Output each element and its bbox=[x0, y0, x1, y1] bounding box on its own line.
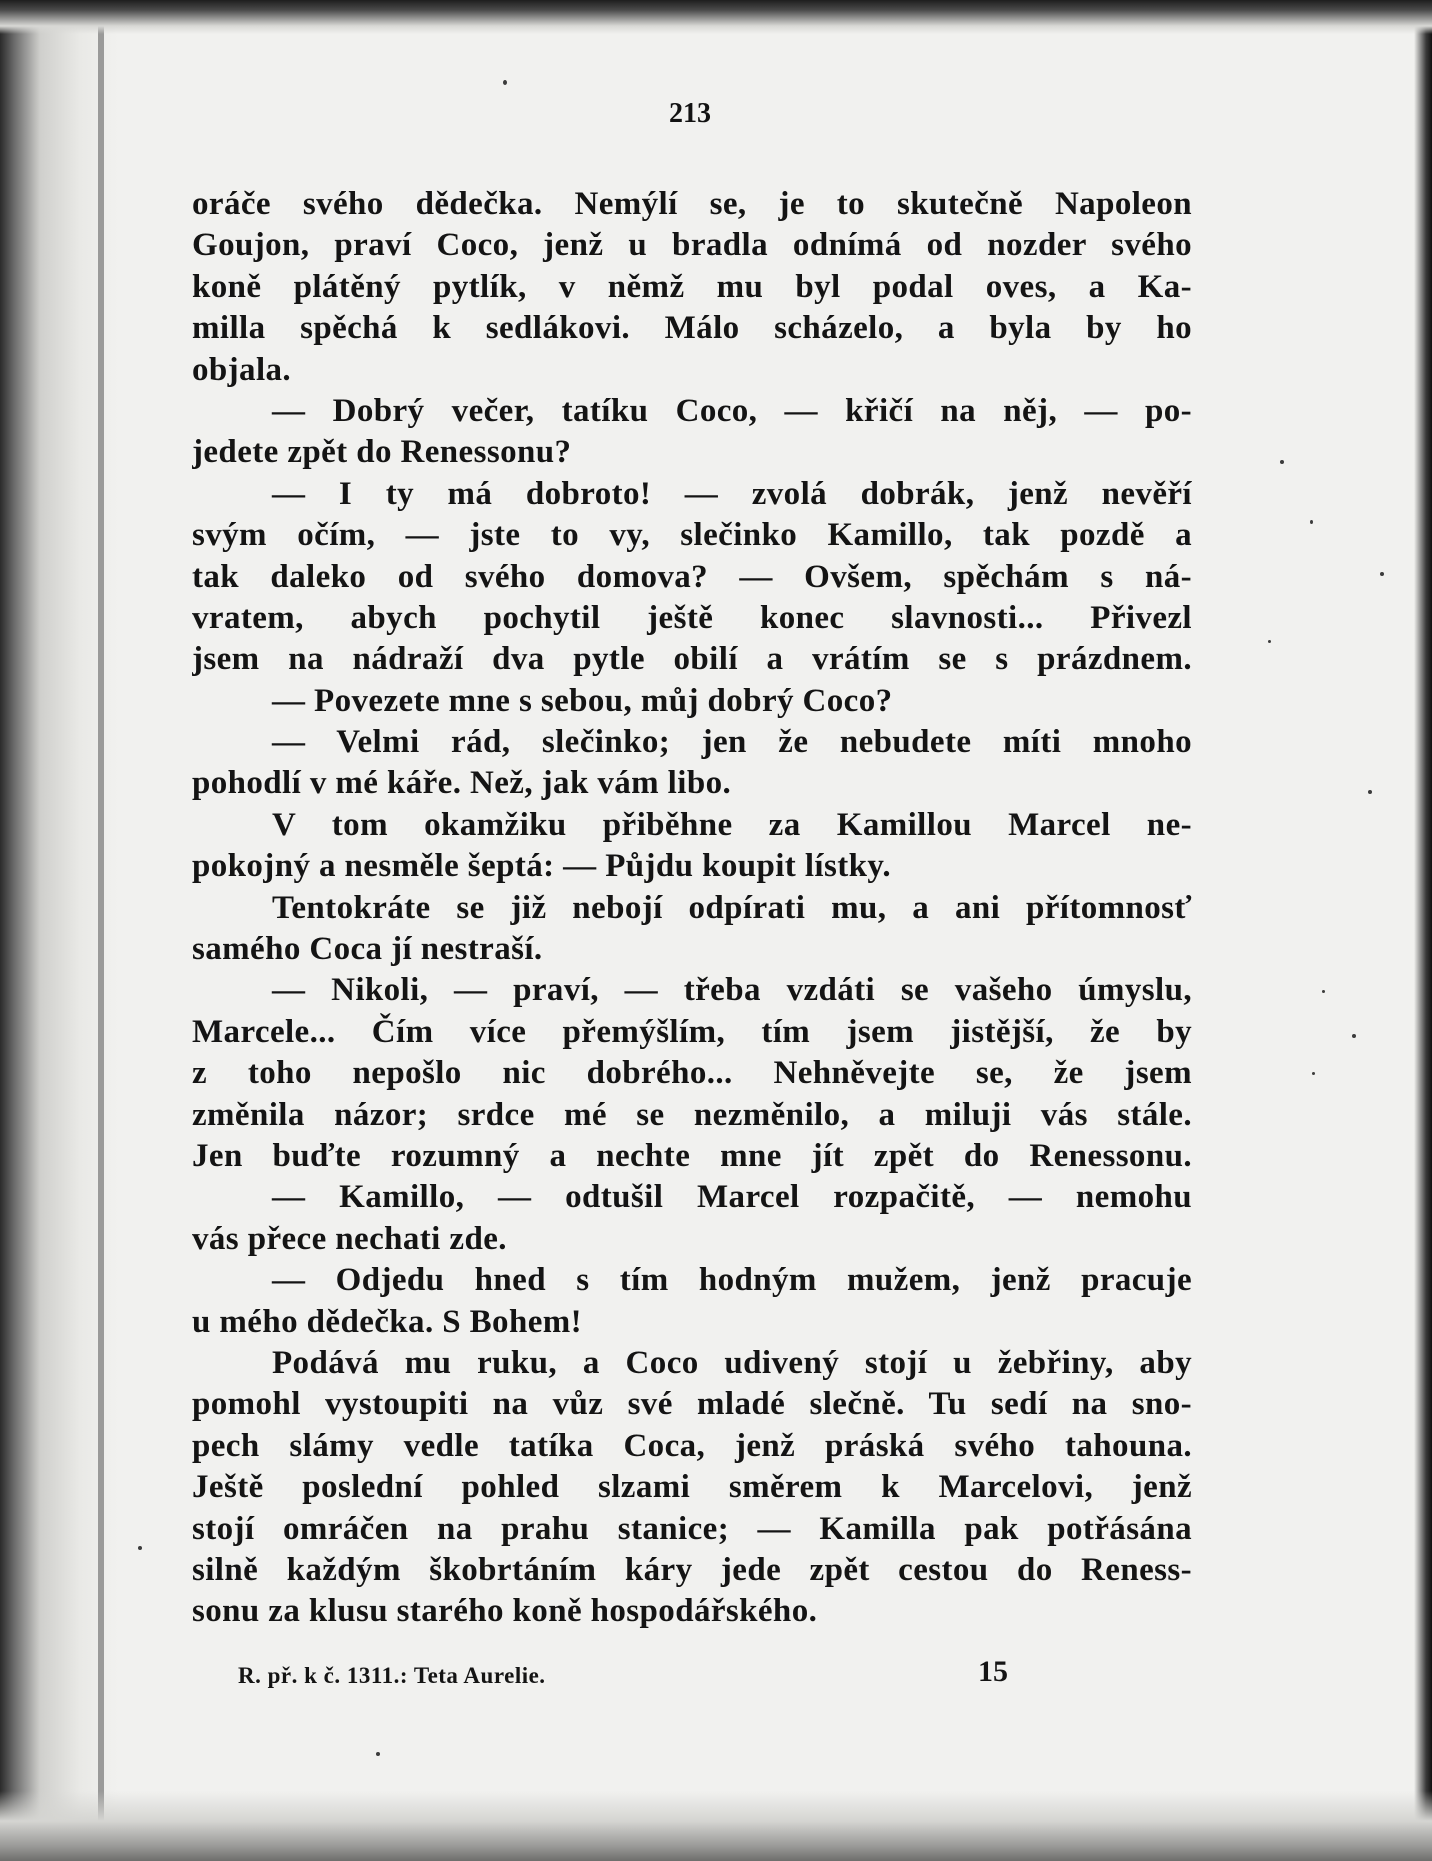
text-line: Podává mu ruku, a Coco udivený stojí u žebřiny, aby bbox=[272, 1344, 1192, 1381]
text-line: Tentokráte se již nebojí odpírati mu, a ani přítomnosť bbox=[272, 889, 1192, 926]
text-line: vratem, abych pochytil ještě konec slavnosti... Přivezl bbox=[192, 599, 1192, 636]
binding-shadow bbox=[98, 20, 104, 1861]
text-line: vás přece nechati zde. bbox=[192, 1220, 507, 1257]
text-line: V tom okamžiku přiběhne za Kamillou Marcel ne- bbox=[272, 806, 1192, 843]
text-line: z toho nepošlo nic dobrého... Nehněvejte se, že jsem bbox=[192, 1055, 1192, 1092]
text-line: jsem na nádraží dva pytle obilí a vrátím se s prázdnem. bbox=[192, 641, 1192, 678]
text-line: pech slámy vedle tatíka Coca, jenž práská svého tahouna. bbox=[192, 1427, 1192, 1464]
text-line: jedete zpět do Renessonu? bbox=[192, 434, 572, 471]
text-line: Ještě poslední pohled slzami směrem k Marcelovi, jenž bbox=[192, 1469, 1192, 1506]
page-footer bbox=[0, 1655, 1432, 1695]
text-line: svým očím, — jste to vy, slečinko Kamillo, tak pozdě a bbox=[192, 517, 1192, 554]
text-line: — Velmi rád, slečinko; jen že nebudete míti mnoho bbox=[272, 724, 1192, 761]
text-line: u mého dědečka. S Bohem! bbox=[192, 1303, 583, 1340]
text-line: — I ty má dobroto! — zvolá dobrák, jenž nevěří bbox=[272, 475, 1192, 512]
text-line: — Kamillo, — odtušil Marcel rozpačitě, — nemohu bbox=[272, 1179, 1192, 1216]
scan-speck bbox=[1312, 1072, 1315, 1075]
text-line: — Nikoli, — praví, — třeba vzdáti se vašeho úmyslu, bbox=[272, 972, 1192, 1009]
body-text bbox=[192, 184, 1192, 1633]
scan-speck bbox=[1380, 572, 1384, 576]
text-line: pomohl vystoupiti na vůz své mladé slečně. Tu sedí na sno- bbox=[192, 1386, 1192, 1423]
text-line: — Dobrý večer, tatíku Coco, — křičí na něj, — po- bbox=[272, 392, 1192, 429]
text-line: pokojný a nesměle šeptá: — Půjdu koupit lístky. bbox=[192, 848, 892, 885]
text-line: pohodlí v mé káře. Než, jak vám libo. bbox=[192, 765, 732, 802]
text-line: oráče svého dědečka. Nemýlí se, je to skutečně Napoleon bbox=[192, 186, 1192, 222]
text-line: Jen buďte rozumný a nechte mne jít zpět do Renessonu. bbox=[192, 1137, 1192, 1174]
scan-speck bbox=[1322, 990, 1325, 993]
scan-speck bbox=[1368, 790, 1372, 794]
text-line: Goujon, praví Coco, jenž u bradla odnímá od nozder svého bbox=[192, 227, 1192, 264]
scan-speck bbox=[1268, 640, 1271, 643]
text-line: změnila názor; srdce mé se nezměnilo, a miluji vás stále. bbox=[192, 1096, 1192, 1133]
text-line: tak daleko od svého domova? — Ovšem, spěchám s ná- bbox=[192, 558, 1192, 595]
text-line: objala. bbox=[192, 351, 292, 388]
text-line: milla spěchá k sedlákovi. Málo scházelo, a byla by ho bbox=[192, 310, 1192, 347]
text-line: silně každým škobrtáním káry jede zpět cestou do Reness- bbox=[192, 1551, 1192, 1588]
scan-speck bbox=[376, 1752, 380, 1756]
page-number: 213 bbox=[669, 98, 711, 129]
scan-speck bbox=[1310, 520, 1313, 524]
scan-speck bbox=[1280, 460, 1284, 464]
printer-signature: R. př. k č. 1311.: Teta Aurelie. bbox=[238, 1663, 546, 1688]
bottom-page-edge bbox=[0, 1791, 1432, 1861]
scan-speck bbox=[138, 1546, 142, 1550]
top-page-edge bbox=[0, 0, 1432, 34]
text-line: koně plátěný pytlík, v němž mu byl podal oves, a Ka- bbox=[192, 268, 1192, 305]
scan-speck bbox=[503, 80, 507, 85]
right-page-edge bbox=[1414, 0, 1432, 1861]
text-line: sonu za klusu starého koně hospodářského. bbox=[192, 1593, 818, 1630]
text-line: samého Coca jí nestraší. bbox=[192, 931, 543, 968]
text-line: stojí omráčen na prahu stanice; — Kamilla pak potřásána bbox=[192, 1510, 1192, 1547]
scan-speck bbox=[1352, 1034, 1356, 1038]
text-line: — Povezete mne s sebou, můj dobrý Coco? bbox=[272, 682, 893, 719]
text-line: Marcele... Čím více přemýšlím, tím jsem jistější, že by bbox=[192, 1013, 1192, 1050]
text-line: — Odjedu hned s tím hodným mužem, jenž pracuje bbox=[272, 1262, 1192, 1299]
sheet-number: 15 bbox=[978, 1655, 1008, 1688]
